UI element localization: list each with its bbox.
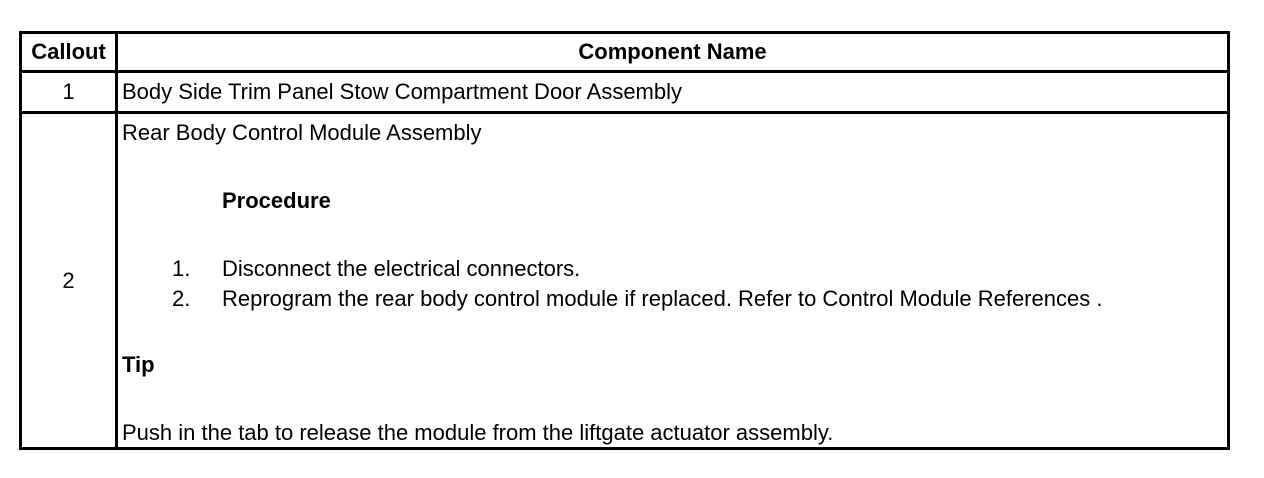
tip-text: Push in the tab to release the module from the liftgate actuator assembly. (122, 420, 834, 445)
component-name: Body Side Trim Panel Stow Compartment Door Assembly (117, 72, 1229, 113)
procedure-heading: Procedure (222, 188, 331, 213)
table-header-row (21, 33, 1229, 72)
step-number: 1. (172, 256, 191, 281)
tip-heading: Tip (122, 352, 155, 377)
step-text: Reprogram the rear body control module if replaced. Refer to Control Module References . (222, 286, 1103, 311)
callout-number: 1 (21, 72, 117, 113)
step-text: Disconnect the electrical connectors. (222, 256, 581, 281)
procedure-step (172, 256, 580, 282)
procedure-step (172, 286, 1102, 312)
component-detail-cell (117, 113, 1229, 449)
component-name: Rear Body Control Module Assembly (122, 120, 482, 145)
header-callout: Callout (21, 33, 117, 72)
step-number: 2. (172, 286, 191, 311)
callout-number: 2 (21, 113, 117, 449)
table-row (21, 72, 1229, 113)
table-row (21, 113, 1229, 449)
header-component-name: Component Name (117, 33, 1229, 72)
component-table (19, 31, 1230, 450)
